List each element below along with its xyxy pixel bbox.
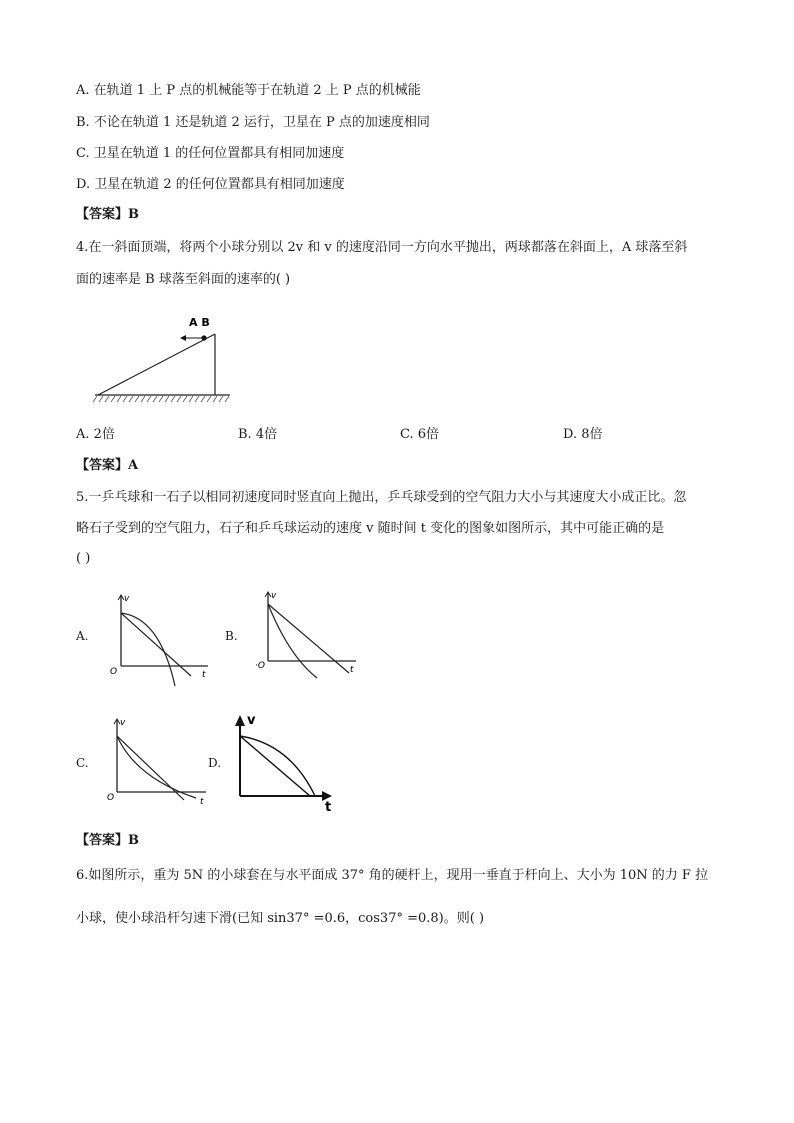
q5-graph-a xyxy=(108,588,218,688)
q5-graph-b-v: v xyxy=(271,591,277,601)
q5-answer: 【答案】B xyxy=(76,833,139,848)
q3-option-a: A. 在轨道 1 上 P 点的机械能等于在轨道 2 上 P 点的机械能 xyxy=(76,83,421,98)
q5-graph-d-t: t xyxy=(325,800,332,815)
q4-figure-label: A B xyxy=(189,316,210,329)
q5-graph-b-o: ·O xyxy=(255,661,265,671)
q3-option-b: B. 不论在轨道 1 还是轨道 2 运行，卫星在 P 点的加速度相同 xyxy=(76,115,430,130)
q5-stem-line2: 略石子受到的空气阻力，石子和乒乓球运动的速度 v 随时间 t 变化的图象如图所示，其中可能正确的是 xyxy=(76,521,665,536)
q6-stem-line1: 6.如图所示，重为 5N 的小球套在与水平面成 37° 角的硬杆上，现用一垂直于杆向上、大小为 10N 的力 F 拉 xyxy=(76,868,709,883)
q4-option-d: D. 8倍 xyxy=(563,427,603,442)
q5-graph-d-label: D. xyxy=(208,756,222,770)
q4-incline-figure xyxy=(90,310,235,405)
q5-graph-d-v: v xyxy=(247,713,256,728)
q5-graph-c-v: v xyxy=(120,718,126,728)
q5-stem-line1: 5.一乒乓球和一石子以相同初速度同时竖直向上抛出，乒乓球受到的空气阻力大小与其速度大小成正比。忽 xyxy=(76,490,687,505)
q4-option-b: B. 4倍 xyxy=(238,427,278,442)
q5-graph-c-o: O xyxy=(107,793,115,803)
q5-graph-a-o: O xyxy=(110,667,118,677)
q5-graph-c-label: C. xyxy=(76,756,89,770)
q5-graph-b-t: t xyxy=(350,665,354,675)
q6-stem-line2: 小球，使小球沿杆匀速下滑(已知 sin37° =0.6，cos37° =0.8)。则( ) xyxy=(76,911,485,926)
q5-graph-c xyxy=(108,712,218,812)
q5-graph-d xyxy=(232,712,342,815)
q3-option-c: C. 卫星在轨道 1 的任何位置都具有相同加速度 xyxy=(76,146,345,161)
q5-graph-a-t: t xyxy=(202,670,206,680)
q3-answer: 【答案】B xyxy=(76,207,139,222)
q4-option-a: A. 2倍 xyxy=(76,427,115,442)
q5-graph-a-v: v xyxy=(124,594,130,604)
q5-graph-b-label: B. xyxy=(225,629,238,643)
q4-stem-line1: 4.在一斜面顶端，将两个小球分别以 2v 和 v 的速度沿同一方向水平抛出，两球都落在斜面上，A 球落至斜 xyxy=(76,240,688,255)
q4-stem-line2: 面的速率是 B 球落至斜面的速率的( ) xyxy=(76,272,291,287)
q3-option-d: D. 卫星在轨道 2 的任何位置都具有相同加速度 xyxy=(76,177,345,192)
q4-option-c: C. 6倍 xyxy=(400,427,440,442)
q5-stem-line3: ( ) xyxy=(76,551,91,566)
q5-graph-c-t: t xyxy=(200,797,204,807)
q4-answer: 【答案】A xyxy=(76,458,139,473)
q5-graph-b xyxy=(254,588,364,688)
q5-graph-a-label: A. xyxy=(76,629,89,643)
